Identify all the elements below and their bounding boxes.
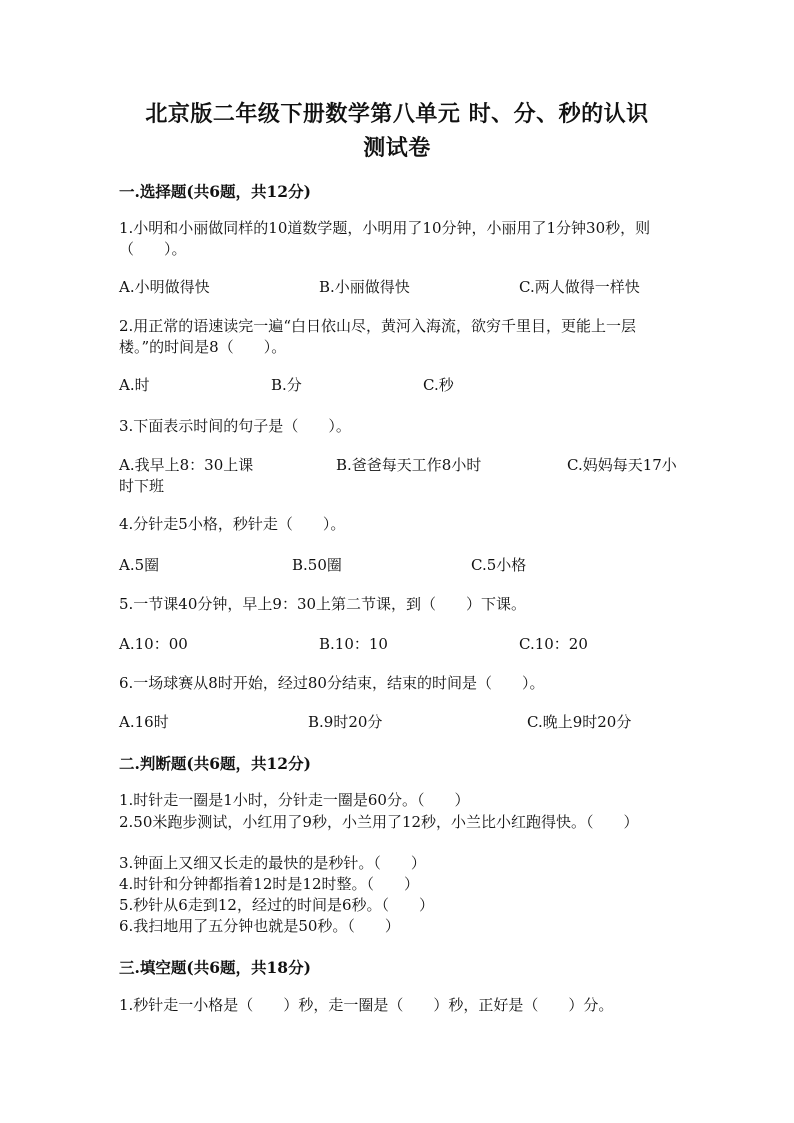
choice-option-4c: C.5小格 xyxy=(471,556,527,574)
judge-question-1: 1.时针走一圈是1小时，分针走一圈是60分。（ ） xyxy=(119,791,470,809)
choice-question-3: 3.下面表示时间的句子是（ ）。 xyxy=(119,417,351,435)
choice-option-2a: A.时 xyxy=(119,376,150,394)
choice-option-1c: C.两人做得一样快 xyxy=(519,278,640,296)
choice-question-6: 6.一场球赛从8时开始，经过80分结束，结束的时间是（ ）。 xyxy=(119,674,545,692)
choice-option-6b: B.9时20分 xyxy=(308,713,383,731)
section-heading-true-false: 二.判断题(共6题，共12分) xyxy=(119,754,311,773)
choice-option-4b: B.50圈 xyxy=(292,556,342,574)
judge-question-5: 5.秒针从6走到12，经过的时间是6秒。（ ） xyxy=(119,896,434,914)
exam-title-line2: 测试卷 xyxy=(363,135,431,161)
choice-question-4: 4.分针走5小格，秒针走（ ）。 xyxy=(119,515,346,533)
exam-title-line1: 北京版二年级下册数学第八单元 时、分、秒的认识 xyxy=(145,101,649,127)
choice-question-1: 1.小明和小丽做同样的10道数学题，小明用了10分钟，小丽用了1分钟30秒，则（ ）。 xyxy=(119,219,651,258)
choice-option-6a: A.16时 xyxy=(119,713,169,731)
fill-question-1: 1.秒针走一小格是（ ）秒，走一圈是（ ）秒，正好是（ ）分。 xyxy=(119,996,614,1014)
section-heading-choice: 一.选择题(共6题，共12分) xyxy=(119,182,311,201)
choice-question-5: 5.一节课40分钟，早上9：30上第二节课，到（ ）下课。 xyxy=(119,595,527,613)
judge-question-6: 6.我扫地用了五分钟也就是50秒。（ ） xyxy=(119,917,400,935)
choice-option-6c: C.晚上9时20分 xyxy=(527,713,632,731)
choice-option-2c: C.秒 xyxy=(423,376,454,394)
judge-question-2: 2.50米跑步测试，小红用了9秒，小兰用了12秒，小兰比小红跑得快。（ ） xyxy=(119,813,639,831)
choice-option-3b: B.爸爸每天工作8小时 xyxy=(336,456,482,474)
choice-option-4a: A.5圈 xyxy=(119,556,160,574)
choice-option-5a: A.10：00 xyxy=(119,635,188,653)
choice-option-5b: B.10：10 xyxy=(319,635,388,653)
choice-option-2b: B.分 xyxy=(271,376,302,394)
judge-question-4: 4.时针和分钟都指着12时是12时整。（ ） xyxy=(119,875,419,893)
choice-question-2: 2.用正常的语速读完一遍“白日依山尽，黄河入海流，欲穷千里目，更能上一层楼。”的时间是8（ ）。 xyxy=(119,317,636,356)
choice-option-1b: B.小丽做得快 xyxy=(319,278,410,296)
choice-option-5c: C.10：20 xyxy=(519,635,588,653)
choice-option-3a: A.我早上8：30上课 xyxy=(119,456,254,474)
choice-option-3c: C.妈妈每天17小时下班 xyxy=(119,456,677,495)
choice-option-1a: A.小明做得快 xyxy=(119,278,210,296)
section-heading-fill-blank: 三.填空题(共6题，共18分) xyxy=(119,958,311,977)
judge-question-3: 3.钟面上又细又长走的最快的是秒针。（ ） xyxy=(119,854,426,872)
